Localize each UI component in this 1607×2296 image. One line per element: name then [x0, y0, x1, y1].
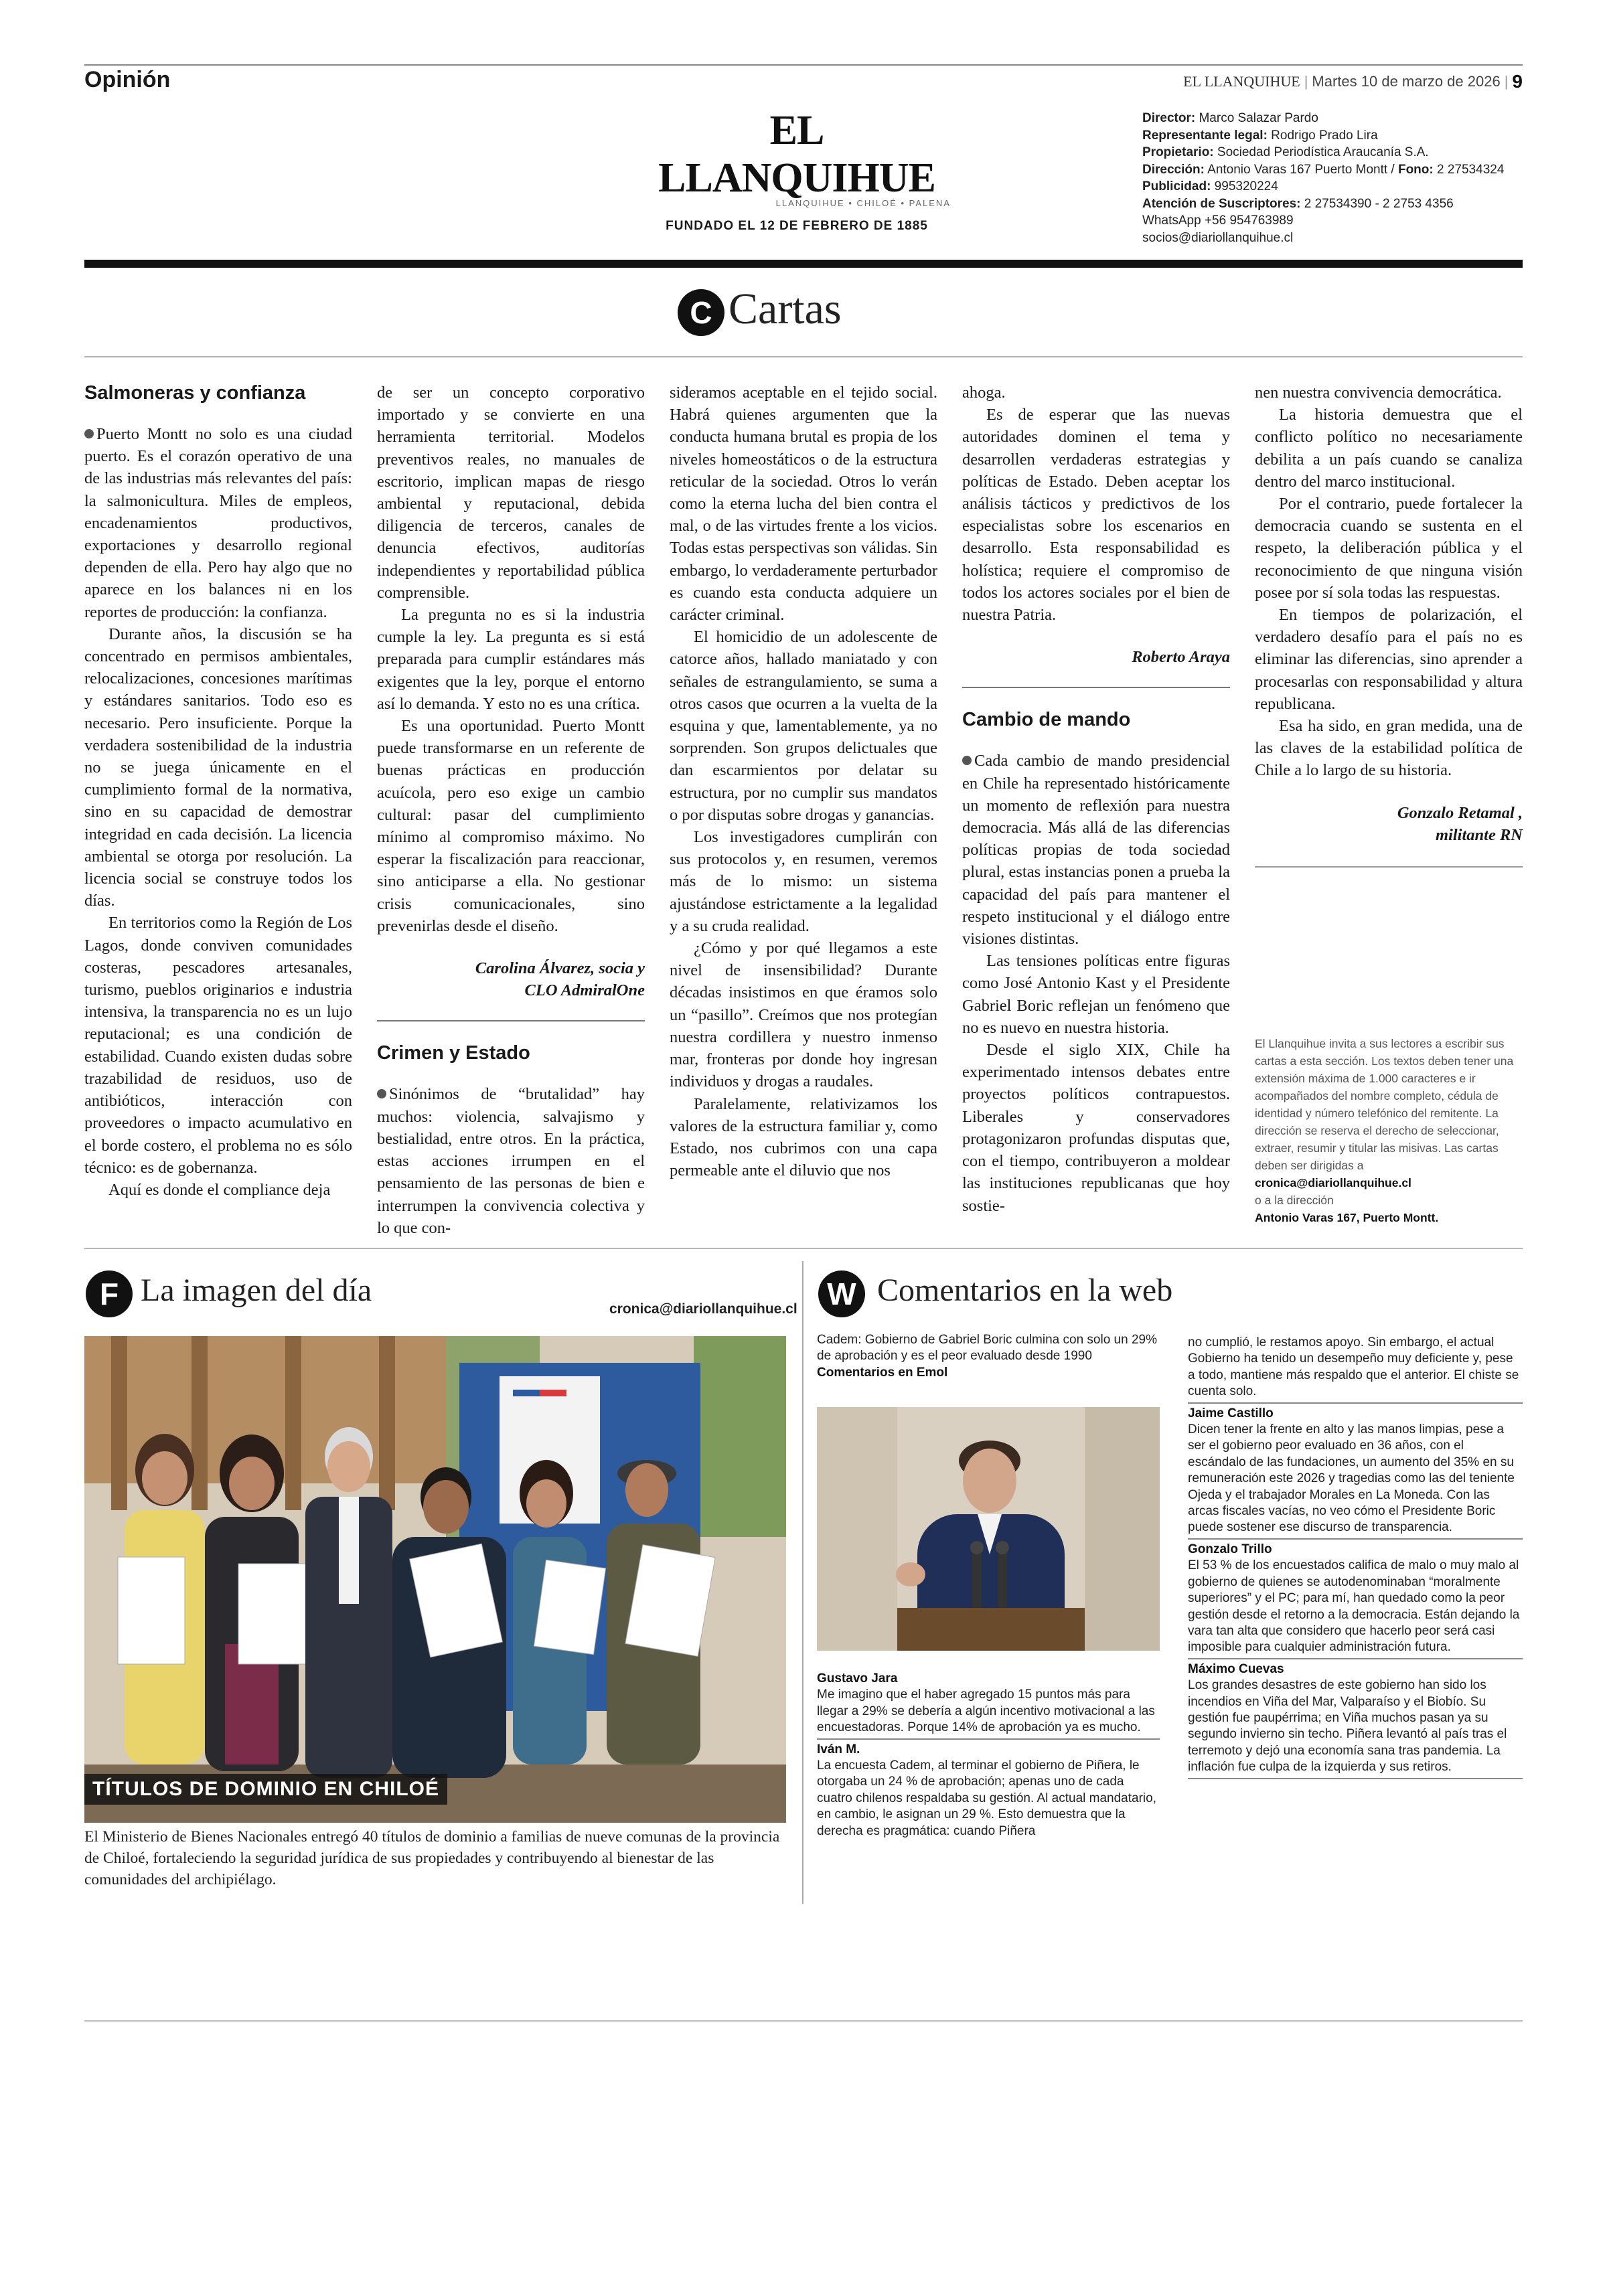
comment-text: La encuesta Cadem, al terminar el gobierno de Piñera, le otorgaba un 24 % de aprobación; apenas uno de cada cuatro chilenos respaldaba su gestión. Al actual mandatario, en cambio, le asignan un 29 %. Esto demuestra que la derecha es pragmática: cuando Piñera: [817, 1758, 1156, 1838]
letter-paragraph: Desde el siglo XIX, Chile ha experimentado intensos debates entre proyectos políticos contrapuestos. Liberales y conservadores protagonizaron profundas disputas que, con el tiempo, contribuyeron a moldear las instituciones republicanas que hoy sostie-: [962, 1041, 1230, 1215]
letter-paragraph: La pregunta no es si la industria cumple la ley. La pregunta es si está preparada para cumplir estándares más exigentes que la ley, porque el entorno así lo demanda. Y esto no es una crítica.: [377, 606, 645, 713]
column-divider: [802, 1261, 804, 1904]
staff-value: 995320224: [1211, 179, 1278, 193]
staff-value: socios@diariollanquihue.cl: [1142, 230, 1294, 245]
photo-label: TÍTULOS DE DOMINIO EN CHILOÉ: [84, 1774, 447, 1805]
staff-label: Propietario:: [1142, 145, 1214, 159]
letter-signature-role: militante RN: [1435, 825, 1523, 844]
photo-of-the-day-illustration: [84, 1336, 786, 1823]
folio: EL LLANQUIHUE | Martes 10 de marzo de 2026 | 9: [1183, 71, 1523, 92]
invite-text: El Llanquihue invita a sus lectores a escribir sus cartas a esta sección. Los textos deben tener una extensión máxima de 1.000 caracteres e ir acompañados del nombre completo, cédula de identidad y número telefónico del remitente. La dirección se reserva el derecho de seleccionar, extraer, resumir y titular las misivas. Las cartas deben ser dirigidas a: [1255, 1037, 1514, 1172]
bullet-icon: [962, 756, 972, 765]
staff-label: Fono:: [1397, 162, 1434, 177]
bullet-icon: [84, 429, 94, 438]
web-icon: W: [818, 1270, 865, 1317]
boric-photo: [817, 1407, 1160, 1651]
staff-value: Marco Salazar Pardo: [1195, 111, 1318, 125]
letter-paragraph: ¿Cómo y por qué llegamos a este nivel de insensibilidad? Durante décadas insistimos en que éramos solo un “pasillo”. Creímos que nos protegían nuestra cordillera y nuestro inmenso mar, fronteras por donde hoy ingresan individuos y drogas a raudales.: [670, 939, 937, 1091]
letter-divider: [377, 1020, 645, 1021]
logo-text: EL LLANQUIHUE: [658, 108, 935, 201]
staff-value: 2 27534390 - 2 2753 4356: [1300, 196, 1454, 211]
comment-author: Máximo Cuevas: [1188, 1661, 1284, 1676]
staff-box: [1142, 110, 1523, 246]
comment-divider: [1188, 1658, 1523, 1659]
letter-paragraph: La historia demuestra que el conflicto político no necesariamente debilita a un país cuando se canaliza dentro del marco institucional.: [1255, 406, 1523, 491]
comment-text: El 53 % de los encuestados califica de malo o muy malo al gobierno de quienes se autodenominaban “moralmente superiores” y el PC; para mí, han quedado como la peor gestión desde el retorno a la democracia. Están dejando la vara tan alta que considero que hacerlo peor será casi imposible para cualquier administración futura.: [1188, 1558, 1520, 1655]
comments-column-1b: [817, 1671, 1160, 1839]
comment-divider: [817, 1738, 1160, 1740]
folio-date: Martes 10 de marzo de 2026: [1312, 73, 1501, 90]
staff-value: Antonio Varas 167 Puerto Montt /: [1204, 162, 1398, 177]
letter-signature: Roberto Araya: [1132, 648, 1230, 667]
comment-text: no cumplió, le restamos apoyo. Sin embargo, el actual Gobierno ha tenido un desempeño muy deficiente y, pese a todo, mantiene más respaldo que el anterior. El chiste se cuenta solo.: [1188, 1335, 1519, 1399]
letters-invite: [1255, 1035, 1523, 1226]
letter-paragraph: Sinónimos de “brutalidad” hay muchos: violencia, salvajismo y bestialidad, entre otros. En la práctica, estas acciones irrumpen en el pensamiento de las personas de bien e interrumpen la convivencia colectiva y lo que con-: [377, 1085, 645, 1237]
letter-paragraph: sideramos aceptable en el tejido social. Habrá quienes argumenten que la conducta humana brutal es propia de los niveles homeostáticos o de la estructura reticular de la sociedad. Otros lo verán como la eterna lucha del bien contra el mal, o de las virtudes frente a los vicios. Todas estas perspectivas son válidas. Sin embargo, lo verdaderamente perturbador es cuando esta conducta adquiere un carácter criminal.: [670, 384, 937, 625]
letter-paragraph: Por el contrario, puede fortalecer la democracia cuando se sustenta en el respeto, la deliberación pública y el reconocimiento de que ninguna visión posee por sí sola todas las respuestas.: [1255, 495, 1523, 602]
letter-headline: Salmoneras y confianza: [84, 382, 306, 404]
founded-line: FUNDADO EL 12 DE FEBRERO DE 1885: [666, 219, 928, 233]
letter-paragraph: Durante años, la discusión se ha concentrado en permisos ambientales, relocalizaciones, concesiones marítimas y estándares sanitarios. Todo eso es necesario. Pero insuficiente. Porque la verdadera sostenibilidad de la industria no se juega únicamente en el cumplimiento formal de la normativa, sino en su capacidad de demostrar integridad en cada decisión. La licencia ambiental se otorga por resolución. La licencia social se construye todos los días.: [84, 625, 352, 910]
letter-paragraph: Paralelamente, relativizamos los valores de la estructura familiar y, como Estado, nos cubrimos con una capa permeable ante el diluvio que nos: [670, 1094, 937, 1180]
comments-intro: Cadem: Gobierno de Gabriel Boric culmina con solo un 29% de aprobación y es el peor evaluado desde 1990: [817, 1333, 1157, 1364]
staff-label: Dirección:: [1142, 162, 1205, 177]
cartas-icon: C: [678, 289, 724, 336]
letter-divider: [962, 687, 1230, 688]
bullet-icon: [377, 1089, 386, 1098]
staff-value: 2 27534324: [1433, 162, 1505, 177]
letter-paragraph: Puerto Montt no solo es una ciudad puerto. Es el corazón operativo de una de las industrias más relevantes del país: la salmonicultura. Miles de empleos, encadenamientos productivos, exportaciones y desarrollo regional dependen de ella. Pero hay algo que no aparece en los balances ni en los reportes de producción: la confianza.: [84, 425, 352, 621]
invite-email[interactable]: cronica@diariollanquihue.cl: [1255, 1176, 1411, 1190]
comment-author: Gustavo Jara: [817, 1671, 898, 1686]
column-4: [962, 382, 1230, 1217]
comment-text: Los grandes desastres de este gobierno han sido los incendios en Viña del Mar, Valparaíso y el Biobío. Su gestión fue paupérrima; en Viña muchos pasan ya su segundo invierno sin techo. Piñera levantó al país tras el terremoto y dejó una economía sana tras pandemia. La inflación fue culpa de la izquierda y sus retiros.: [1188, 1678, 1507, 1775]
column-2: [377, 382, 645, 1239]
photo-of-the-day: [84, 1336, 786, 1823]
letter-paragraph: En territorios como la Región de Los Lagos, donde conviven comunidades costeras, pescadores artesanales, turismo, pueblos originarios e industria intensiva, la transparencia no es un lujo reputacional; es una condición de estabilidad. Cuando existen dudas sobre trazabilidad de residuos, uso de antibióticos, interacción con proveedores o impacto acumulativo en el borde costero, el problema no es sólo técnico: es de gobernanza.: [84, 914, 352, 1177]
comment-divider: [1188, 1402, 1523, 1404]
imagen-icon: F: [86, 1270, 133, 1317]
staff-label: Representante legal:: [1142, 128, 1268, 143]
letter-paragraph: de ser un concepto corporativo importado y se convierte en una herramienta territorial. Modelos preventivos reales, no manuales de escritorio, implican mapas de riesgo ambiental y reputacional, debida diligencia de terceros, canales de denuncia efectivos, auditorías independientes y reportabilidad pública comprensible.: [377, 384, 645, 602]
comments-column-1: [817, 1332, 1160, 1381]
letter-paragraph: Aquí es donde el compliance deja: [108, 1180, 331, 1199]
letter-paragraph: nen nuestra convivencia democrática.: [1255, 384, 1502, 402]
letter-headline: Crimen y Estado: [377, 1042, 530, 1064]
letter-paragraph: Es de esperar que las nuevas autoridades dominen el tema y desarrollen verdaderas estrategias y políticas de Estado. Deben aceptar los análisis tácticos y predictivos de los especialistas sobre los escenarios en desarrollo. Esta responsabilidad es holística; requiere el compromiso de todos los actores sociales por el bien de nuestra Patria.: [962, 406, 1230, 625]
page-number: 9: [1512, 71, 1523, 92]
letter-paragraph: ahoga.: [962, 384, 1006, 402]
invite-address: Antonio Varas 167, Puerto Montt.: [1255, 1211, 1439, 1224]
staff-label: Director:: [1142, 111, 1196, 125]
comment-author: Iván M.: [817, 1742, 860, 1756]
letter-signature-role: CLO AdmiralOne: [524, 981, 645, 1000]
letter-signature: Carolina Álvarez, socia y: [475, 959, 645, 978]
comment-divider: [1188, 1778, 1523, 1779]
section-label: Opinión: [84, 67, 171, 92]
imagen-email[interactable]: cronica@diariollanquihue.cl: [609, 1301, 797, 1317]
letter-paragraph: Cada cambio de mando presidencial en Chile ha representado históricamente un momento de reflexión para nuestra democracia. Más allá de las diferencias políticas propias de toda sociedad plural, estas instancias ponen a prueba la capacidad del país para mantener el respeto institucional y el diálogo entre visiones distintas.: [962, 752, 1230, 949]
letter-paragraph: Las tensiones políticas entre figuras como José Antonio Kast y el Presidente Gabriel Boric reflejan un fenómeno que no es nuevo en nuestra historia.: [962, 952, 1230, 1037]
boric-photo-illustration: [817, 1407, 1160, 1651]
photo-caption: El Ministerio de Bienes Nacionales entregó 40 títulos de dominio a familias de nueve comunas de la provincia de Chiloé, fortaleciendo la seguridad jurídica de sus propiedades y contribuyendo al bienestar de las comunidades del archipiélago.: [84, 1828, 780, 1888]
staff-value: WhatsApp +56 954763989: [1142, 214, 1294, 228]
staff-value: Rodrigo Prado Lira: [1267, 128, 1378, 143]
column-1: [84, 382, 352, 1201]
comment-divider: [1188, 1538, 1523, 1540]
comment-author: Gonzalo Trillo: [1188, 1542, 1272, 1556]
comment-text: Dicen tener la frente en alto y las manos limpias, pese a ser el gobierno peor evaluado en 36 años, con el escándalo de las fundaciones, un aumento del 35% en su remuneración este 2026 y tragedias como las del teniente Ojeda y el trabajador Morales en La Moneda. Con las arcas fiscales vacías, no veo cómo el Presidente Boric puede sostener ese discurso de transparencia.: [1188, 1422, 1515, 1535]
column-5: [1255, 382, 1523, 888]
letter-paragraph: Es una oportunidad. Puerto Montt puede transformarse en un referente de buenas prácticas en producción acuícola, pero eso exige un cambio cultural: pasar del cumplimiento mínimo al compromiso máximo. No esperar la fiscalización para reaccionar, sino anticiparse a ella. No gestionar crisis comunicacionales, sino prevenirlas desde el diseño.: [377, 717, 645, 935]
staff-label: Atención de Suscriptores:: [1142, 196, 1301, 211]
staff-value: Sociedad Periodística Araucanía S.A.: [1213, 145, 1429, 159]
letter-paragraph: El homicidio de un adolescente de catorce años, hallado maniatado y con señales de estrangulamiento, se suma a otros casos que ocurren a la vuelta de la esquina y que, lamentablemente, ya no sorprenden. Son grupos delictuales que dan escarmientos por delatar su estructura, por no cumplir sus mandatos o por disputas sobre drogas y ganancias.: [670, 628, 937, 824]
masthead-logo: [643, 107, 951, 234]
comment-author: Jaime Castillo: [1188, 1406, 1274, 1420]
letter-paragraph: En tiempos de polarización, el verdadero desafío para el país no es eliminar las diferencias, sino aprender a procesarlas con responsabilidad y altura republicana.: [1255, 606, 1523, 713]
comentarios-title: Comentarios en la web: [877, 1273, 1173, 1308]
comments-column-2: [1188, 1335, 1523, 1781]
letter-paragraph: Los investigadores cumplirán con sus protocolos y, en resumen, veremos más de lo mismo: un sistema ajustándose estrictamente a la legalidad y a su cruda realidad.: [670, 828, 937, 935]
letter-signature: Gonzalo Retamal ,: [1397, 803, 1523, 822]
letter-divider: [1255, 866, 1523, 868]
comments-source: Comentarios en Emol: [817, 1365, 948, 1380]
cartas-title: Cartas: [729, 284, 842, 333]
column-3: [670, 382, 937, 1181]
invite-or: o a la dirección: [1255, 1194, 1334, 1207]
masthead-bar: [84, 260, 1523, 268]
imagen-title: La imagen del día: [141, 1273, 372, 1308]
folio-paper-name: EL LLANQUIHUE: [1183, 73, 1300, 90]
letter-paragraph: Esa ha sido, en gran medida, una de las claves de la estabilidad política de Chile a lo largo de su historia.: [1255, 717, 1523, 780]
logo-subtitle: LLANQUIHUE • CHILOÉ • PALENA: [775, 198, 951, 208]
comment-text: Me imagino que el haber agregado 15 puntos más para llegar a 29% se debería a algún incentivo motivacional a las encuestadoras. Porque 14% de aprobación ya es mucho.: [817, 1688, 1155, 1735]
letter-headline: Cambio de mando: [962, 709, 1131, 731]
staff-label: Publicidad:: [1142, 179, 1211, 193]
